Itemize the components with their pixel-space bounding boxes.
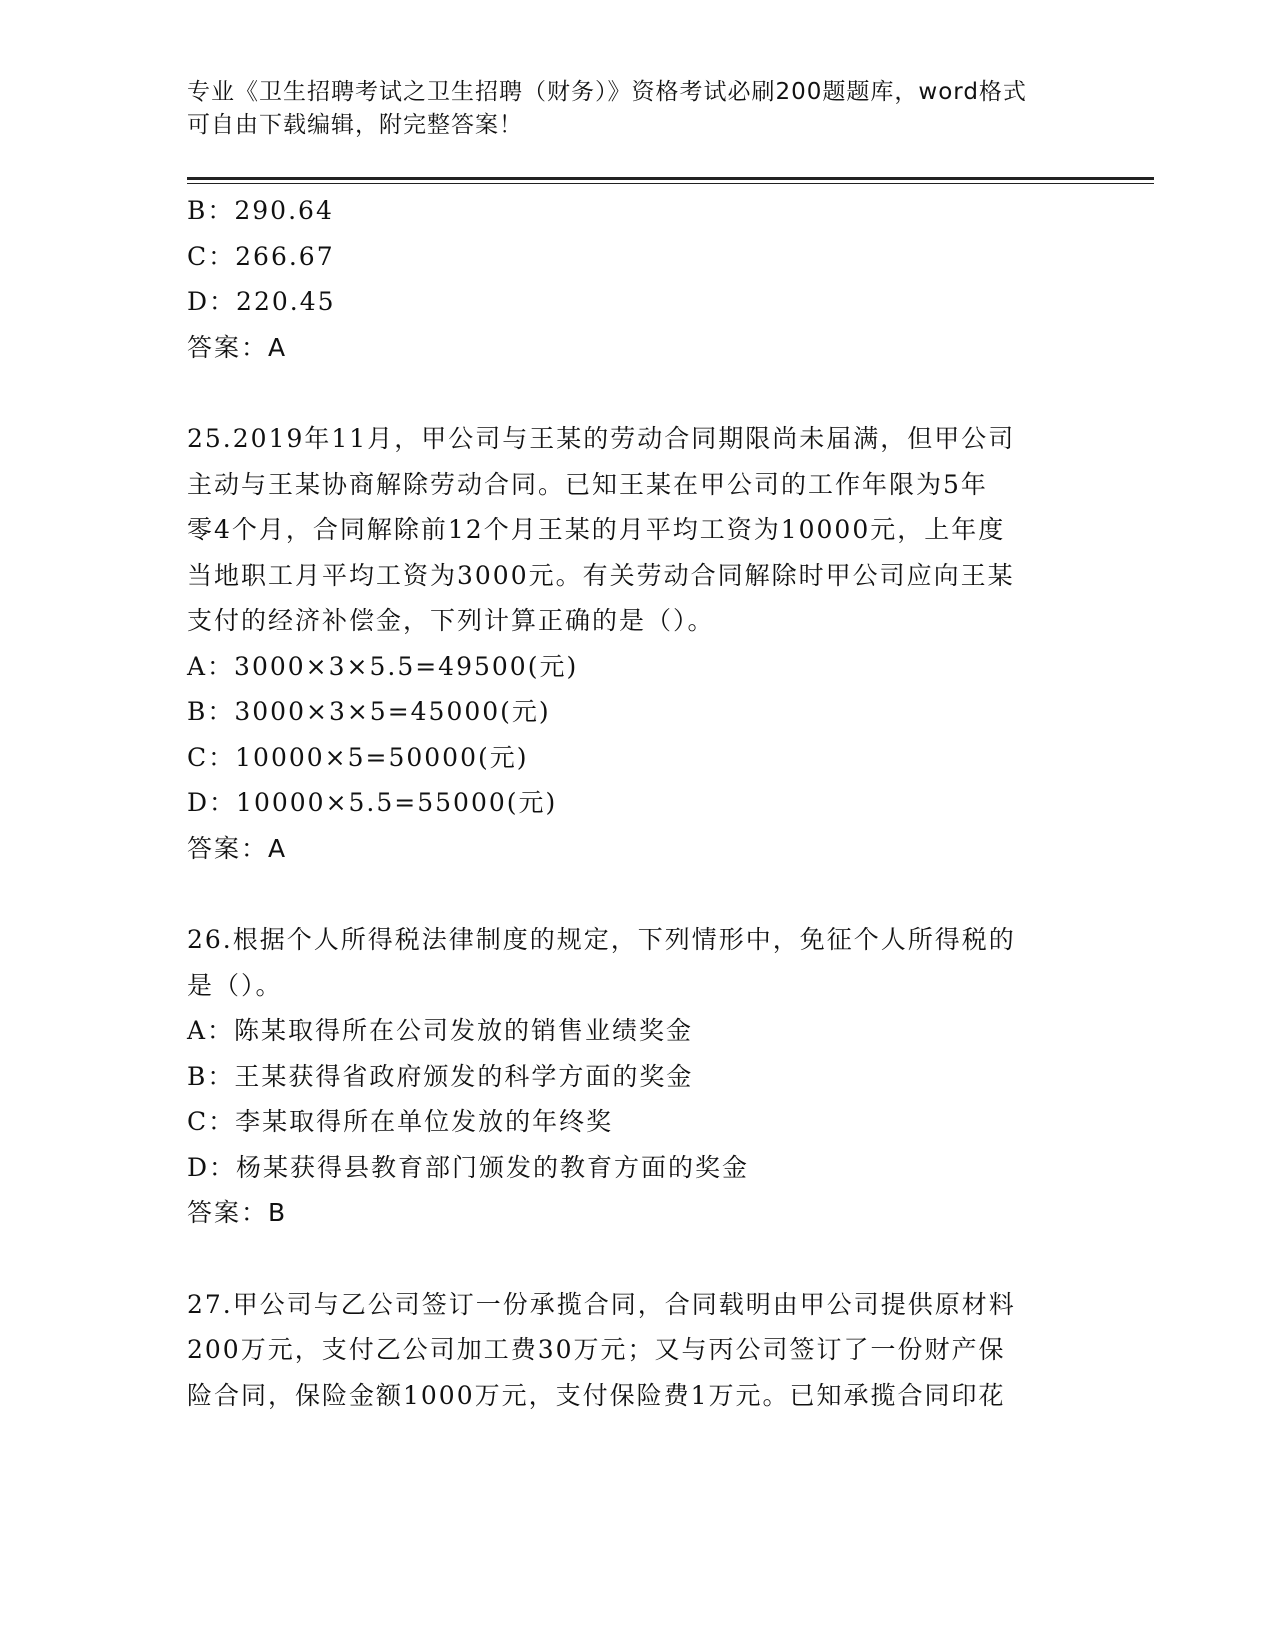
answer-line: 答案：A — [187, 332, 288, 362]
answer-line: 答案：B — [187, 1198, 288, 1227]
question-stem-line: 26.根据个人所得税法律制度的规定，下列情形中，免征个人所得税的 — [187, 925, 1016, 954]
spacer — [187, 871, 1087, 917]
question-stem-line: 主动与王某协商解除劳动合同。已知王某在甲公司的工作年限为5年 — [187, 469, 988, 499]
option-c: C：266.67 — [187, 241, 335, 271]
spacer — [187, 370, 1087, 416]
document-header — [187, 76, 1067, 142]
option-d: D：10000×5.5=55000(元) — [187, 788, 558, 817]
question-stem-line: 25.2019年11月，甲公司与王某的劳动合同期限尚未届满，但甲公司 — [187, 424, 1016, 453]
header-divider-thick — [187, 177, 1154, 180]
question-stem-line: 险合同，保险金额1000万元，支付保险费1万元。已知承揽合同印花 — [187, 1380, 1006, 1410]
header-line-1: 专业《卫生招聘考试之卫生招聘（财务）》资格考试必刷200题题库，word格式 — [187, 79, 1027, 105]
option-c: C：10000×5=50000(元) — [187, 742, 529, 772]
question-stem-line: 当地职工月平均工资为3000元。有关劳动合同解除时甲公司应向王某 — [187, 560, 1015, 590]
document-body — [187, 188, 1087, 1418]
option-b: B：290.64 — [187, 196, 334, 225]
question-stem-line: 是（）。 — [187, 970, 283, 1000]
option-a: A：陈某取得所在公司发放的销售业绩奖金 — [187, 1016, 694, 1045]
question-stem-line: 200万元，支付乙公司加工费30万元；又与丙公司签订了一份财产保 — [187, 1335, 1006, 1364]
option-b: B：3000×3×5=45000(元) — [187, 697, 551, 726]
question-stem-line: 支付的经济补偿金，下列计算正确的是（）。 — [187, 606, 715, 635]
question-26 — [187, 917, 1087, 1236]
option-b: B：王某获得省政府颁发的科学方面的奖金 — [187, 1061, 694, 1091]
previous-question-block — [187, 188, 1087, 370]
question-25 — [187, 416, 1087, 871]
answer-line: 答案：A — [187, 833, 288, 863]
question-stem-line: 27.甲公司与乙公司签订一份承揽合同，合同载明由甲公司提供原材料 — [187, 1289, 1016, 1319]
spacer — [187, 1236, 1087, 1282]
option-d: D：220.45 — [187, 287, 336, 316]
question-27 — [187, 1282, 1087, 1419]
option-a: A：3000×3×5.5=49500(元) — [187, 651, 579, 681]
question-stem-line: 零4个月，合同解除前12个月王某的月平均工资为10000元，上年度 — [187, 515, 1006, 544]
header-line-2: 可自由下载编辑，附完整答案！ — [187, 112, 523, 138]
option-d: D：杨某获得县教育部门颁发的教育方面的奖金 — [187, 1152, 750, 1182]
header-divider-thin — [187, 183, 1154, 184]
option-c: C：李某取得所在单位发放的年终奖 — [187, 1107, 614, 1136]
